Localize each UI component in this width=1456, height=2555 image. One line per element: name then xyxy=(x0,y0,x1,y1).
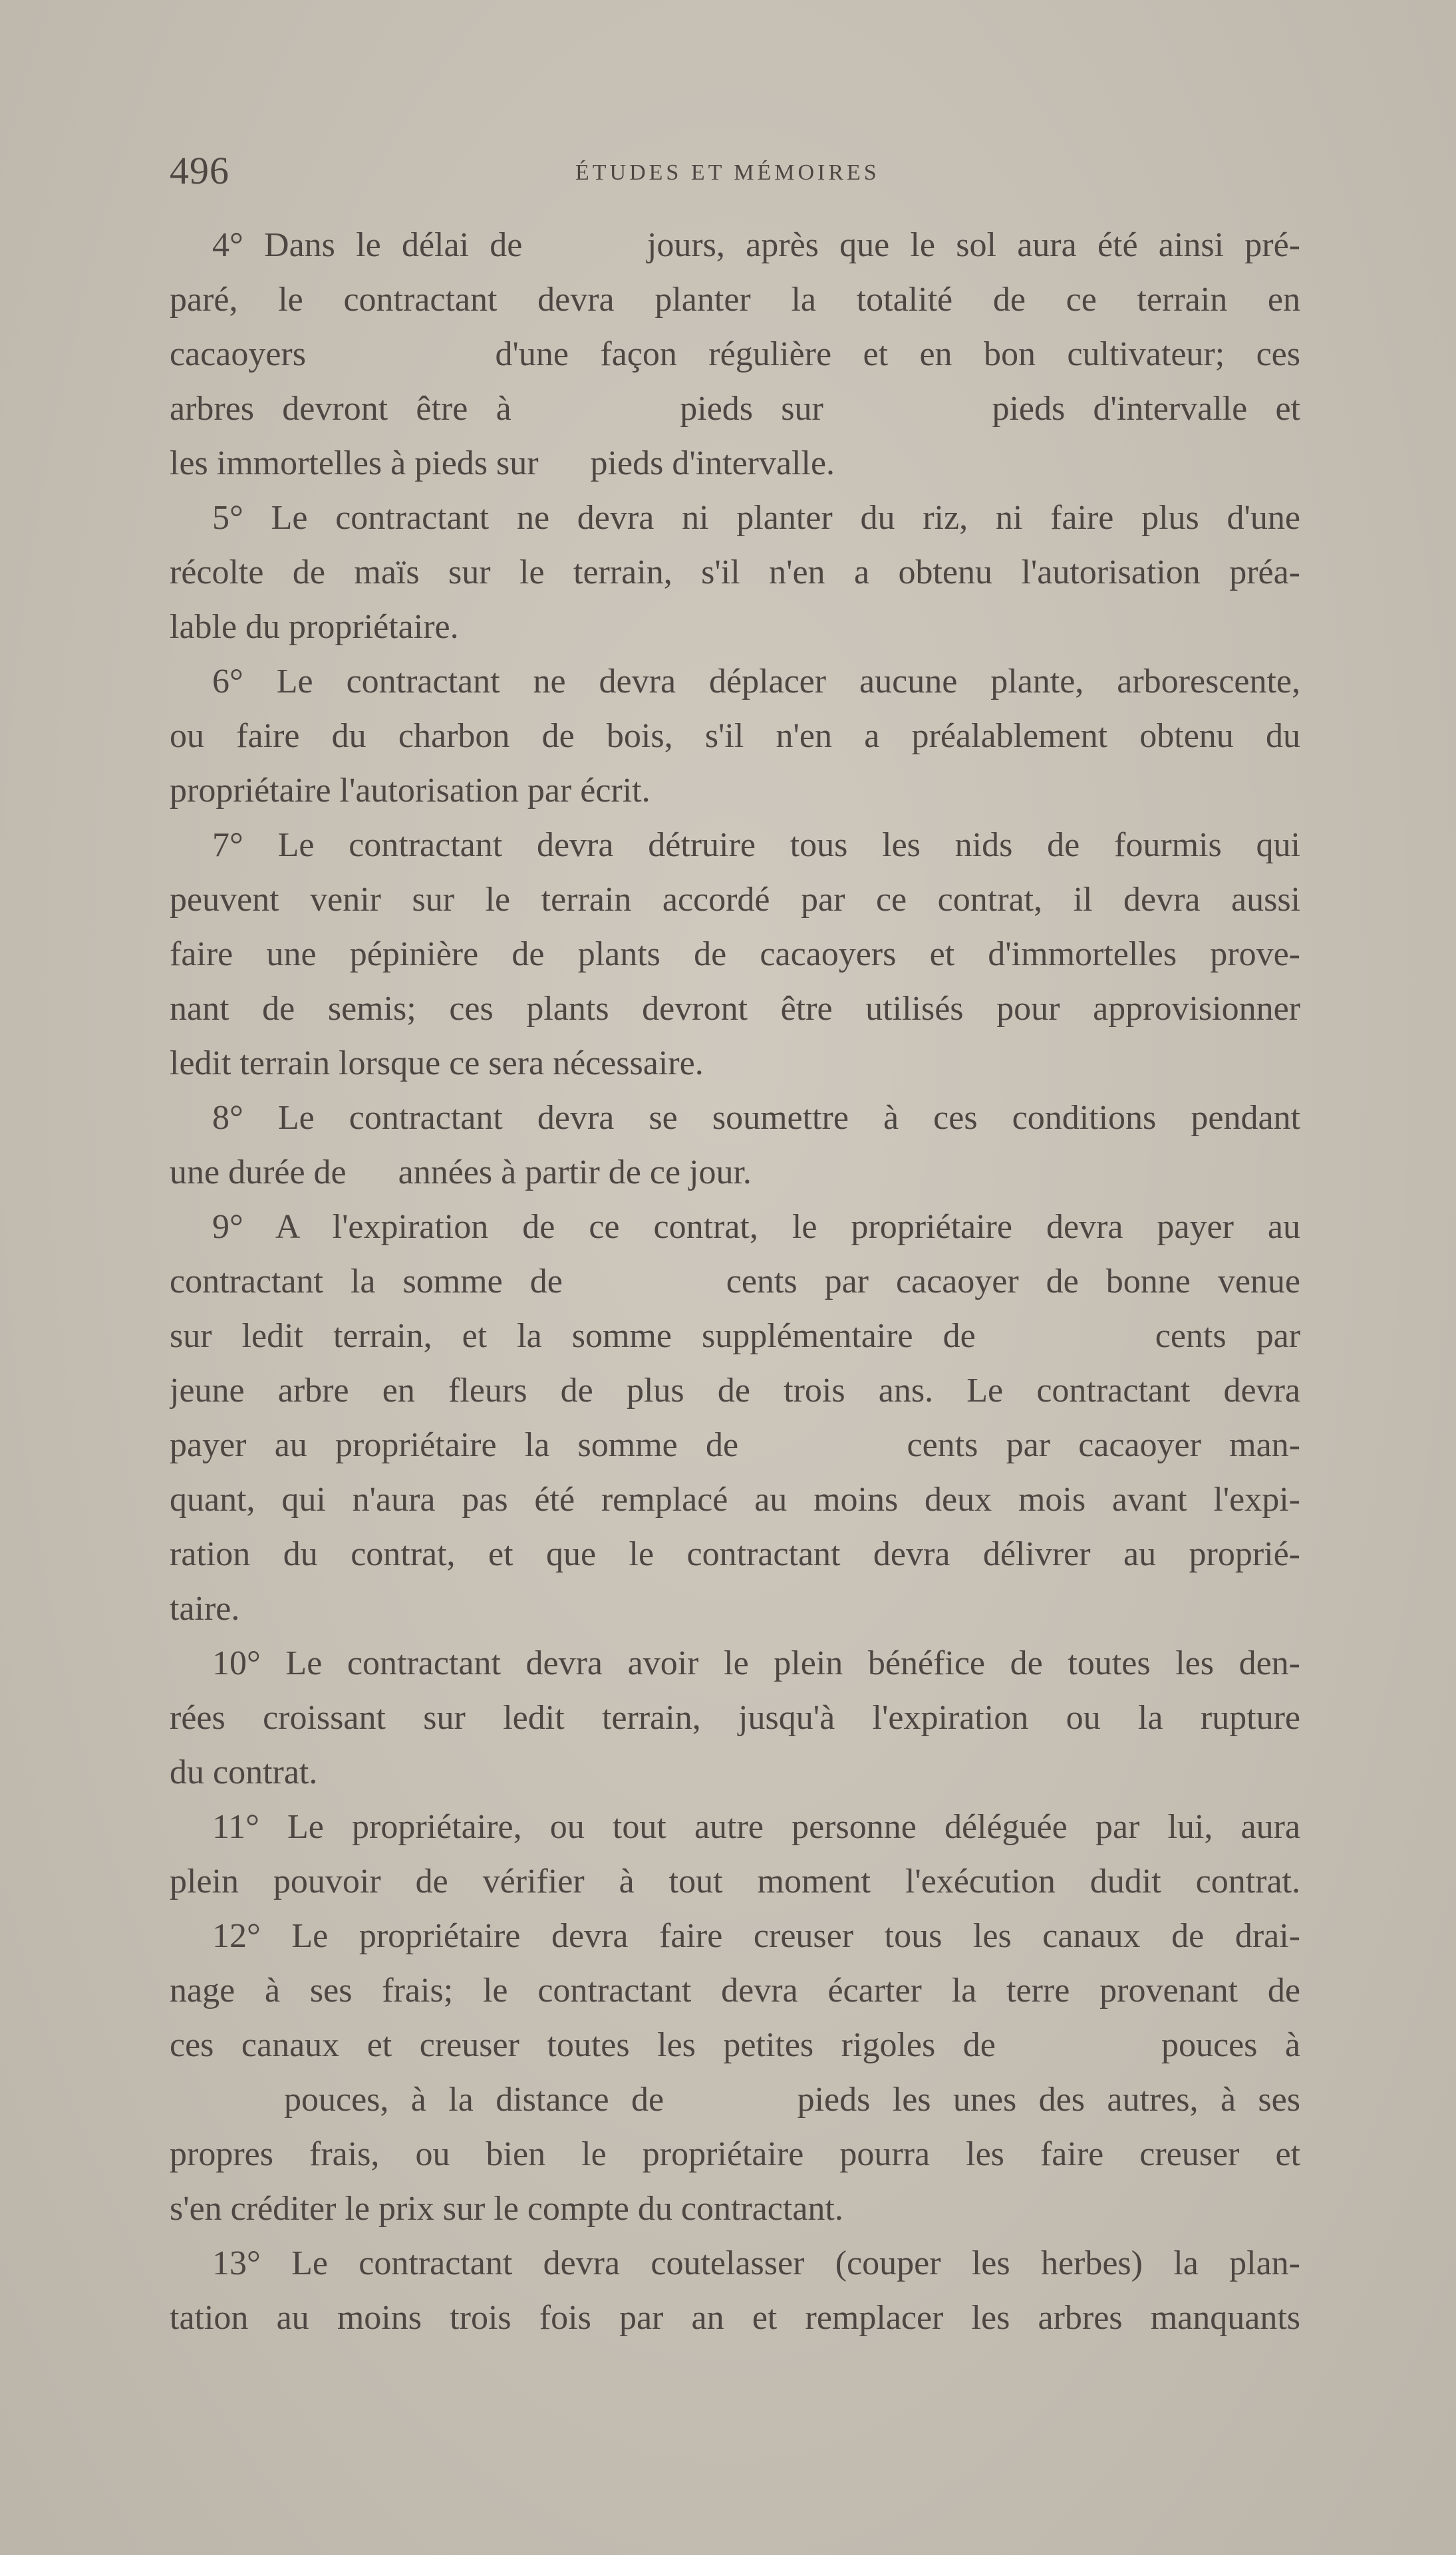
text-line: nant de semis; ces plants devront être utilisés pour approvisionner xyxy=(170,990,1300,1028)
text-line: 4° Dans le délai de jours, après que le sol aura été ainsi pré- xyxy=(212,226,1300,264)
text-line: s'en créditer le prix sur le compte du contractant. xyxy=(170,2190,843,2228)
text-line: cacaoyers d'une façon régulière et en bon cultivateur; ces xyxy=(170,335,1300,373)
text-line: propres frais, ou bien le propriétaire pourra les faire creuser et xyxy=(170,2135,1300,2173)
text-line: ledit terrain lorsque ce sera nécessaire. xyxy=(170,1044,704,1082)
text-line: payer au propriétaire la somme de cents par cacaoyer man- xyxy=(170,1426,1300,1464)
text-line: quant, qui n'aura pas été remplacé au moins deux mois avant l'expi- xyxy=(170,1481,1300,1519)
text-line: 11° Le propriétaire, ou tout autre personne déléguée par lui, aura xyxy=(212,1808,1300,1846)
text-line: taire. xyxy=(170,1590,240,1628)
text-line: sur ledit terrain, et la somme supplémentaire de cents par xyxy=(170,1317,1300,1355)
text-line: plein pouvoir de vérifier à tout moment l'exécution dudit contrat. xyxy=(170,1863,1300,1900)
text-line: 5° Le contractant ne devra ni planter du riz, ni faire plus d'une xyxy=(212,499,1300,537)
text-line: faire une pépinière de plants de cacaoyers et d'immortelles prove- xyxy=(170,935,1300,973)
text-line: peuvent venir sur le terrain accordé par ce contrat, il devra aussi xyxy=(170,881,1300,919)
text-line: du contrat. xyxy=(170,1753,318,1791)
page-number: 496 xyxy=(170,149,229,192)
text-line: pouces, à la distance de pieds les unes des autres, à ses xyxy=(284,2081,1300,2119)
running-head xyxy=(170,148,1300,194)
text-line: propriétaire l'autorisation par écrit. xyxy=(170,772,651,810)
text-line: paré, le contractant devra planter la totalité de ce terrain en xyxy=(170,281,1300,319)
text-line: lable du propriétaire. xyxy=(170,608,459,646)
text-line: ces canaux et creuser toutes les petites rigoles de pouces à xyxy=(170,2026,1300,2064)
text-line: les immortelles à pieds sur pieds d'intervalle. xyxy=(170,444,835,482)
journal-title: ÉTUDES ET MÉMOIRES xyxy=(575,160,880,185)
text-line: 13° Le contractant devra coutelasser (couper les herbes) la plan- xyxy=(212,2244,1300,2282)
text-line: contractant la somme de cents par cacaoyer de bonne venue xyxy=(170,1263,1300,1300)
text-line: 7° Le contractant devra détruire tous les nids de fourmis qui xyxy=(212,826,1300,864)
text-line: 8° Le contractant devra se soumettre à ces conditions pendant xyxy=(212,1099,1300,1137)
text-line: 10° Le contractant devra avoir le plein bénéfice de toutes les den- xyxy=(212,1644,1300,1682)
text-line: rées croissant sur ledit terrain, jusqu'à l'expiration ou la rupture xyxy=(170,1699,1300,1737)
text-line: arbres devront être à pieds sur pieds d'intervalle et xyxy=(170,390,1300,428)
text-line: 6° Le contractant ne devra déplacer aucune plante, arborescente, xyxy=(212,663,1300,700)
text-line: ration du contrat, et que le contractant devra délivrer au proprié- xyxy=(170,1535,1300,1573)
text-line: jeune arbre en fleurs de plus de trois ans. Le contractant devra xyxy=(170,1372,1300,1410)
text-line: 9° A l'expiration de ce contrat, le propriétaire devra payer au xyxy=(212,1208,1300,1246)
text-line: tation au moins trois fois par an et remplacer les arbres manquants xyxy=(170,2299,1300,2337)
body-text xyxy=(170,218,1300,2345)
text-line: 12° Le propriétaire devra faire creuser tous les canaux de drai- xyxy=(212,1917,1300,1955)
text-line: nage à ses frais; le contractant devra écarter la terre provenant de xyxy=(170,1972,1300,2010)
text-line: ou faire du charbon de bois, s'il n'en a préalablement obtenu du xyxy=(170,717,1300,755)
text-line: récolte de maïs sur le terrain, s'il n'en a obtenu l'autorisation préa- xyxy=(170,553,1300,591)
text-line: une durée de années à partir de ce jour. xyxy=(170,1153,752,1191)
